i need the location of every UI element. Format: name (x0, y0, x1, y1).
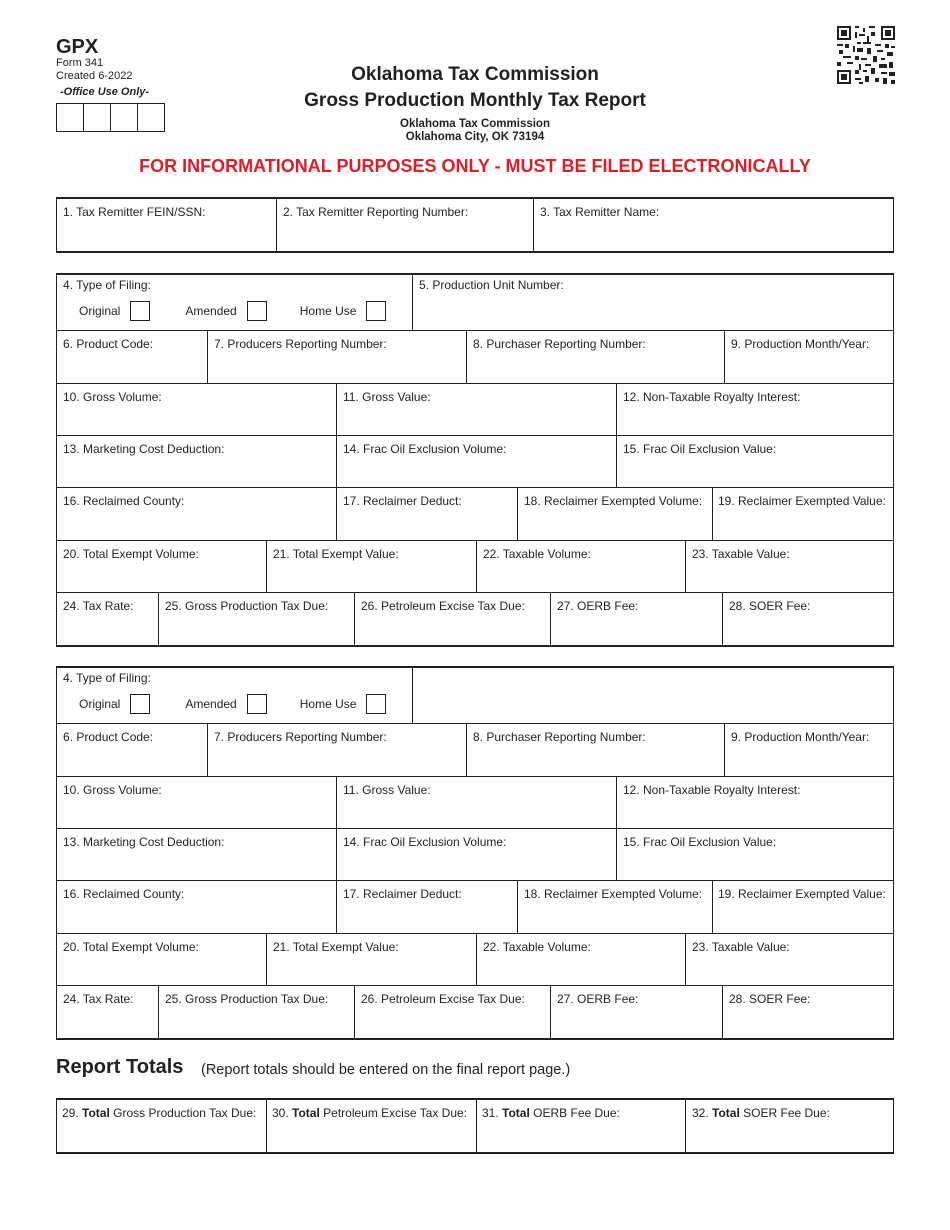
original-checkbox[interactable] (130, 301, 150, 321)
form-number: Form 341 (56, 57, 104, 69)
total-petroleum-excise-field[interactable] (267, 1100, 477, 1152)
report-totals-box (56, 1098, 894, 1154)
reclaimer-deduct-field[interactable] (337, 881, 518, 933)
type-of-filing-label: 4. Type of Filing: (63, 671, 151, 685)
frac-oil-volume-field[interactable] (337, 436, 617, 487)
production-month-field[interactable] (725, 724, 893, 776)
frac-oil-volume-label: 14. Frac Oil Exclusion Volume: (343, 835, 507, 849)
gp-tax-due-label: 25. Gross Production Tax Due: (165, 992, 329, 1006)
gross-volume-label: 10. Gross Volume: (63, 783, 162, 797)
marketing-cost-label: 13. Marketing Cost Deduction: (63, 835, 225, 849)
total-exempt-volume-field[interactable] (57, 541, 267, 592)
amended-checkbox[interactable] (247, 301, 267, 321)
total-exempt-value-field[interactable] (267, 541, 477, 592)
reclaimer-exempt-value-label: 19. Reclaimer Exempted Value: (718, 887, 886, 901)
taxable-value-label: 23. Taxable Value: (692, 547, 790, 561)
gp-tax-due-field[interactable] (159, 593, 355, 645)
original-checkbox[interactable] (130, 694, 150, 714)
gross-value-label: 11. Gross Value: (343, 390, 431, 404)
petroleum-excise-label: 26. Petroleum Excise Tax Due: (361, 599, 525, 613)
marketing-cost-field[interactable] (57, 829, 337, 880)
total-petroleum-label: Petroleum Excise Tax Due: (323, 1106, 467, 1120)
office-use-label: -Office Use Only- (60, 86, 150, 98)
soer-fee-label: 28. SOER Fee: (729, 992, 811, 1006)
total-soer-label: SOER Fee Due: (743, 1106, 830, 1120)
total-exempt-volume-field[interactable] (57, 934, 267, 985)
reclaimer-deduct-label: 17. Reclaimer Deduct: (343, 494, 462, 508)
amended-label: Amended (185, 304, 237, 318)
reclaimed-county-field[interactable] (57, 881, 337, 933)
soer-fee-field[interactable] (723, 593, 893, 645)
frac-oil-value-label: 15. Frac Oil Exclusion Value: (623, 442, 777, 456)
total-word: Total (292, 1106, 320, 1120)
total-gp-tax-due-field[interactable] (57, 1100, 267, 1152)
amended-label: Amended (185, 697, 237, 711)
home-use-checkbox[interactable] (366, 694, 386, 714)
taxable-volume-label: 22. Taxable Volume: (483, 547, 591, 561)
production-month-field[interactable] (725, 331, 893, 383)
total-soer-num: 32. (692, 1106, 709, 1120)
gross-volume-label: 10. Gross Volume: (63, 390, 162, 404)
product-code-field[interactable] (57, 724, 208, 776)
non-taxable-royalty-label: 12. Non-Taxable Royalty Interest: (623, 390, 801, 404)
oerb-fee-field[interactable] (551, 986, 723, 1038)
total-oerb-label: OERB Fee Due: (533, 1106, 620, 1120)
electronic-filing-notice: FOR INFORMATIONAL PURPOSES ONLY - MUST BE FILED ELECTRONICALLY (139, 156, 811, 176)
purchaser-reporting-field[interactable] (467, 331, 725, 383)
petroleum-excise-label: 26. Petroleum Excise Tax Due: (361, 992, 525, 1006)
producers-reporting-field[interactable] (208, 331, 467, 383)
tax-rate-label: 24. Tax Rate: (63, 599, 134, 613)
qr-code-icon (837, 26, 895, 84)
remitter-info-box (56, 197, 894, 253)
petroleum-excise-field[interactable] (355, 986, 551, 1038)
total-exempt-volume-label: 20. Total Exempt Volume: (63, 940, 199, 954)
home-use-label: Home Use (299, 697, 357, 711)
gross-value-field[interactable] (337, 777, 617, 828)
reclaimer-exempt-volume-field[interactable] (518, 488, 713, 540)
production-unit-label: 5. Production Unit Number: (419, 278, 564, 292)
total-oerb-num: 31. (482, 1106, 499, 1120)
taxable-value-field[interactable] (686, 934, 893, 985)
type-of-filing-group (57, 275, 413, 330)
petroleum-excise-field[interactable] (355, 593, 551, 645)
non-taxable-royalty-label: 12. Non-Taxable Royalty Interest: (623, 783, 801, 797)
total-word: Total (82, 1106, 110, 1120)
reclaimer-exempt-volume-label: 18. Reclaimer Exempted Volume: (524, 494, 703, 508)
production-unit-field[interactable] (413, 275, 893, 330)
gross-volume-field[interactable] (57, 384, 337, 435)
remitter-reporting-number-field[interactable] (277, 199, 534, 251)
remitter-reporting-number-label: 2. Tax Remitter Reporting Number: (283, 205, 469, 219)
type-of-filing-label: 4. Type of Filing: (63, 278, 151, 292)
original-label: Original (79, 697, 121, 711)
soer-fee-label: 28. SOER Fee: (729, 599, 811, 613)
address-line-2: Oklahoma City, OK 73194 (405, 131, 545, 143)
total-word: Total (502, 1106, 530, 1120)
production-unit-field[interactable] (413, 668, 893, 723)
taxable-volume-field[interactable] (477, 934, 686, 985)
total-exempt-value-field[interactable] (267, 934, 477, 985)
form-created-date: Created 6-2022 (56, 70, 133, 82)
oerb-fee-field[interactable] (551, 593, 723, 645)
address-line-1: Oklahoma Tax Commission (400, 118, 550, 130)
report-section-1 (56, 273, 894, 647)
type-of-filing-group (57, 668, 413, 723)
total-petroleum-num: 30. (272, 1106, 289, 1120)
purchaser-reporting-field[interactable] (467, 724, 725, 776)
oerb-fee-label: 27. OERB Fee: (557, 992, 639, 1006)
non-taxable-royalty-field[interactable] (617, 777, 893, 828)
total-word: Total (712, 1106, 740, 1120)
gross-value-field[interactable] (337, 384, 617, 435)
gross-volume-field[interactable] (57, 777, 337, 828)
total-gp-tax-label: Gross Production Tax Due: (113, 1106, 257, 1120)
office-use-box (111, 104, 138, 131)
tax-rate-field[interactable] (57, 593, 159, 645)
reclaimer-exempt-value-field[interactable] (713, 488, 893, 540)
total-exempt-volume-label: 20. Total Exempt Volume: (63, 547, 199, 561)
total-soer-fee-field[interactable] (686, 1100, 893, 1152)
original-label: Original (79, 304, 121, 318)
remitter-name-field[interactable] (534, 199, 893, 251)
non-taxable-royalty-field[interactable] (617, 384, 893, 435)
total-exempt-value-label: 21. Total Exempt Value: (273, 940, 399, 954)
report-title: Gross Production Monthly Tax Report (304, 90, 646, 111)
producers-reporting-label: 7. Producers Reporting Number: (214, 730, 387, 744)
soer-fee-field[interactable] (723, 986, 893, 1038)
frac-oil-volume-label: 14. Frac Oil Exclusion Volume: (343, 442, 507, 456)
production-month-label: 9. Production Month/Year: (731, 730, 870, 744)
gross-value-label: 11. Gross Value: (343, 783, 431, 797)
total-oerb-fee-field[interactable] (477, 1100, 686, 1152)
office-use-box (138, 104, 164, 131)
tax-rate-label: 24. Tax Rate: (63, 992, 134, 1006)
home-use-label: Home Use (299, 304, 357, 318)
purchaser-reporting-label: 8. Purchaser Reporting Number: (473, 337, 646, 351)
tax-rate-field[interactable] (57, 986, 159, 1038)
reclaimer-exempt-volume-label: 18. Reclaimer Exempted Volume: (524, 887, 703, 901)
product-code-label: 6. Product Code: (63, 337, 154, 351)
home-use-checkbox[interactable] (366, 301, 386, 321)
total-gp-tax-num: 29. (62, 1106, 79, 1120)
product-code-field[interactable] (57, 331, 208, 383)
office-use-boxes (56, 103, 165, 132)
frac-oil-value-field[interactable] (617, 829, 893, 880)
reclaimed-county-label: 16. Reclaimed County: (63, 887, 185, 901)
taxable-volume-field[interactable] (477, 541, 686, 592)
office-use-box (57, 104, 84, 131)
gp-tax-due-label: 25. Gross Production Tax Due: (165, 599, 329, 613)
production-month-label: 9. Production Month/Year: (731, 337, 870, 351)
oerb-fee-label: 27. OERB Fee: (557, 599, 639, 613)
producers-reporting-label: 7. Producers Reporting Number: (214, 337, 387, 351)
frac-oil-value-label: 15. Frac Oil Exclusion Value: (623, 835, 777, 849)
producers-reporting-field[interactable] (208, 724, 467, 776)
frac-oil-value-field[interactable] (617, 436, 893, 487)
reclaimed-county-label: 16. Reclaimed County: (63, 494, 185, 508)
marketing-cost-label: 13. Marketing Cost Deduction: (63, 442, 225, 456)
remitter-fein-field[interactable] (57, 199, 277, 251)
marketing-cost-field[interactable] (57, 436, 337, 487)
taxable-value-field[interactable] (686, 541, 893, 592)
amended-checkbox[interactable] (247, 694, 267, 714)
form-code: GPX (56, 36, 99, 58)
office-use-box (84, 104, 111, 131)
remitter-name-label: 3. Tax Remitter Name: (540, 205, 660, 219)
reclaimer-deduct-label: 17. Reclaimer Deduct: (343, 887, 462, 901)
product-code-label: 6. Product Code: (63, 730, 154, 744)
report-totals-note: (Report totals should be entered on the final report page.) (201, 1062, 571, 1078)
org-title: Oklahoma Tax Commission (351, 64, 599, 85)
frac-oil-volume-field[interactable] (337, 829, 617, 880)
report-totals-heading: Report Totals (56, 1056, 184, 1078)
remitter-fein-label: 1. Tax Remitter FEIN/SSN: (63, 205, 206, 219)
reclaimer-exempt-value-label: 19. Reclaimer Exempted Value: (718, 494, 886, 508)
taxable-volume-label: 22. Taxable Volume: (483, 940, 591, 954)
reclaimer-exempt-volume-field[interactable] (518, 881, 713, 933)
reclaimer-deduct-field[interactable] (337, 488, 518, 540)
report-section-2 (56, 666, 894, 1040)
purchaser-reporting-label: 8. Purchaser Reporting Number: (473, 730, 646, 744)
taxable-value-label: 23. Taxable Value: (692, 940, 790, 954)
gp-tax-due-field[interactable] (159, 986, 355, 1038)
total-exempt-value-label: 21. Total Exempt Value: (273, 547, 399, 561)
reclaimer-exempt-value-field[interactable] (713, 881, 893, 933)
reclaimed-county-field[interactable] (57, 488, 337, 540)
